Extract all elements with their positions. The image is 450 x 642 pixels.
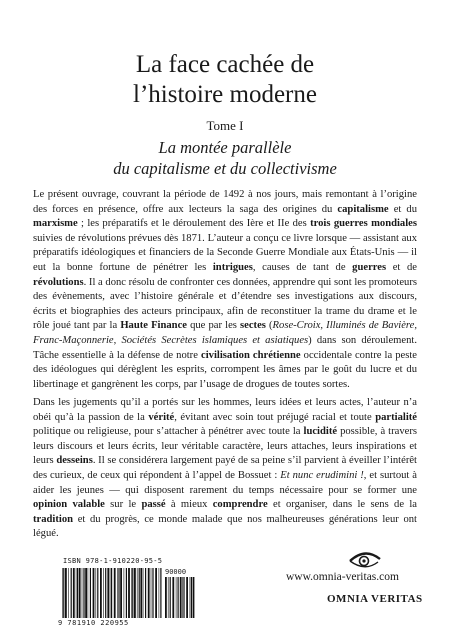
- barcode-bar: [88, 568, 89, 618]
- blurb-2-run: possible, à travers leurs discours et leurs écrits, leur véritable caractère, leurs attaches, leurs inspirations et leurs: [33, 426, 418, 467]
- barcode-bar: [190, 577, 191, 618]
- blurb-1-run: ) dans son déroulement. Tâche essentielle à la défense de notre: [33, 334, 417, 361]
- blurb-2-run: vérité: [148, 411, 175, 423]
- barcode-bar: [178, 577, 179, 618]
- publisher-name: OMNIA VERITAS: [327, 593, 423, 605]
- barcode-block: [57, 556, 195, 630]
- barcode-bar: [132, 568, 133, 618]
- barcode-bar: [159, 568, 160, 618]
- barcode-bar: [96, 568, 97, 618]
- barcode-bar: [193, 577, 195, 618]
- barcode-bar: [118, 568, 119, 618]
- blurb-2-run: et organiser, dans le sens de la: [267, 499, 417, 511]
- blurb-2-run: desseins: [56, 455, 93, 467]
- blurb-2-run: comprendre: [212, 499, 268, 511]
- barcode-bar: [131, 568, 132, 618]
- barcode-bar: [186, 577, 188, 618]
- barcode-bar: [68, 568, 69, 618]
- blurb-2-run: Dans les jugements qu’il a portés sur les hommes, leurs idées et leurs actes, l’auteur n’a obéi qu’à la passion de la: [33, 397, 417, 423]
- eye-logo-icon: [347, 548, 383, 572]
- barcode-bar: [145, 568, 146, 618]
- barcode-bar: [182, 577, 183, 618]
- book-subtitle: [0, 137, 450, 179]
- blurb-2-run: . Il se considérera largement payé de sa peine s’il parvient à éveiller l’intérêt des curieux, de ceux qui répondent à l’appel de Bossuet :: [33, 455, 417, 481]
- barcode-bar: [79, 568, 81, 618]
- blurb-1-run: trois guerres mondiales: [310, 218, 417, 230]
- blurb-1-run: et de: [386, 261, 417, 273]
- book-title-line2: l’histoire moderne: [133, 81, 317, 108]
- blurb-1-run: (: [265, 320, 273, 332]
- barcode-bar: [180, 577, 182, 618]
- barcode-bar: [120, 568, 122, 618]
- barcode-bar: [114, 568, 116, 618]
- blurb-1-run: Le présent ouvrage, couvrant la période de 1492 à nos jours, mais remontant à l’origine des forces en présence, offre aux lecteurs la saga des origines du: [33, 189, 417, 215]
- blurb-2-run: opinion valable: [33, 499, 105, 511]
- barcode-bar: [100, 568, 102, 618]
- addon-label: 90000: [165, 568, 187, 576]
- barcode-bar: [71, 568, 72, 618]
- barcode-bar: [140, 568, 142, 618]
- barcode-bar: [105, 568, 106, 618]
- barcode-bar: [77, 568, 78, 618]
- blurb-1-run: que par les: [186, 320, 241, 332]
- barcode-bar: [126, 568, 127, 618]
- addon-barcode-icon: [165, 577, 195, 618]
- barcode-bar: [62, 568, 63, 618]
- barcode-number: 9 781910 220955: [58, 619, 129, 627]
- blurb-text-2: [33, 396, 417, 542]
- blurb-1-run: intrigues: [212, 261, 253, 273]
- barcode-bar: [168, 577, 169, 618]
- barcode-bar: [73, 568, 75, 618]
- barcode-bar: [183, 577, 184, 618]
- blurb-1-run: marxisme: [33, 218, 78, 230]
- barcode-bar: [148, 568, 150, 618]
- barcode-bar: [111, 568, 112, 618]
- blurb-1-run: civilisation chrétienne: [201, 349, 301, 361]
- blurb-1-run: révolutions: [33, 276, 84, 288]
- barcode-bar: [82, 568, 83, 618]
- barcode-bar: [151, 568, 152, 618]
- blurb-2-run: sur le: [104, 499, 142, 511]
- subtitle-line1: La montée parallèle: [158, 138, 292, 157]
- blurb-paragraph-2: [33, 396, 417, 542]
- barcode-bar: [85, 568, 87, 618]
- tome-label: Tome I: [206, 118, 244, 133]
- book-title: [0, 50, 450, 110]
- barcode-bar: [103, 568, 104, 618]
- barcode-bar: [110, 568, 111, 618]
- barcode-bar: [63, 568, 64, 618]
- barcode-bar: [165, 577, 167, 618]
- blurb-paragraph-1: [33, 188, 417, 392]
- blurb-2-run: Et nunc erudimini !: [280, 469, 364, 481]
- blurb-1-run: suivies de révolutions prévues dès 1871. L’auteur a conçu ce livre lorsque — assistant aux préparatifs idéologiques et financiers de la Seconde Guerre Mondiale aux États-Unis — il eut la bonne fortune de pénétrer les: [33, 232, 417, 273]
- blurb-2-run: et du progrès, ce monde malade que nos malheureuses générations leur ont légué.: [33, 513, 417, 540]
- blurb-1-run: Haute Finance: [120, 320, 187, 332]
- barcode-bar: [143, 568, 144, 618]
- barcode-bar: [191, 577, 192, 618]
- blurb-2-run: tradition: [33, 513, 74, 525]
- blurb-2-run: à mieux: [165, 499, 213, 511]
- barcode-bar: [93, 568, 95, 618]
- barcode-bar: [124, 568, 125, 618]
- barcode-bar: [134, 568, 136, 618]
- barcode-bar: [117, 568, 118, 618]
- barcode-bar: [139, 568, 140, 618]
- blurb-1-run: sectes: [240, 320, 266, 332]
- blurb-text-1: [33, 188, 417, 392]
- subtitle-line2: du capitalisme et du collectivisme: [113, 159, 337, 178]
- barcode-bar: [172, 577, 174, 618]
- barcode-bar: [90, 568, 91, 618]
- blurb-1-run: capitalisme: [337, 203, 389, 215]
- barcode-bar: [152, 568, 153, 618]
- blurb-2-run: , évitant avec soin tout préjugé racial et toute: [174, 411, 376, 423]
- barcode-bar: [65, 568, 67, 618]
- blurb-1-run: et du: [388, 203, 417, 215]
- blurb-1-run: occidentale contre la peste des idéologues qui dérèglent les esprits, corrompent les âmes par le goût du lucre et du libertinage et gangrènent les corps, par l’usage de drogues de toutes sortes.: [33, 349, 418, 390]
- book-title-line1: La face cachée de: [135, 51, 315, 78]
- blurb-1-run: . Il a donc résolu de confronter ces données, apprendre qui sont les promoteurs des évènements, avec l’histoire générale et d’étendre ses investigations aux discours, écrits et biographies des acteurs principaux, afin de reconstituer la trame du drame et le rôle joué tant par la: [33, 276, 417, 332]
- blurb-1-run: Rose-Croix, Illuminés de Bavière, Franc-Maçonnerie, Sociétés Secrètes islamiques et asiatiques: [33, 320, 417, 346]
- isbn-label: ISBN 978-1-910220-95-5: [63, 557, 163, 565]
- barcode-bar: [128, 568, 130, 618]
- blurb-2-run: lucidité: [303, 426, 338, 438]
- barcode-bar: [155, 568, 157, 618]
- barcode-bar: [137, 568, 138, 618]
- barcode-bar: [160, 568, 161, 618]
- blurb-2-run: partialité: [375, 411, 418, 423]
- barcode-bar: [97, 568, 98, 618]
- barcode-bar: [76, 568, 77, 618]
- barcode-bar: [176, 577, 177, 618]
- barcode-bar: [170, 577, 171, 618]
- blurb-2-run: passé: [141, 499, 166, 511]
- blurb-2-run: , et surtout à aider les jeunes — qui disposent rarement du temps nécessaire pour se former une: [33, 469, 418, 496]
- barcode-bar: [107, 568, 109, 618]
- blurb-1-run: , causes de tant de: [252, 261, 353, 273]
- barcode-icon: [62, 568, 162, 618]
- blurb-1-run: ; les préparatifs et le déroulement des Ière et IIe des: [77, 218, 311, 230]
- barcode-bar: [83, 568, 84, 618]
- blurb-1-run: guerres: [352, 261, 387, 273]
- publisher-url[interactable]: www.omnia-veritas.com: [286, 571, 399, 583]
- blurb-2-run: politique ou religieuse, pour s’attacher à pénétrer avec toute la: [33, 426, 304, 438]
